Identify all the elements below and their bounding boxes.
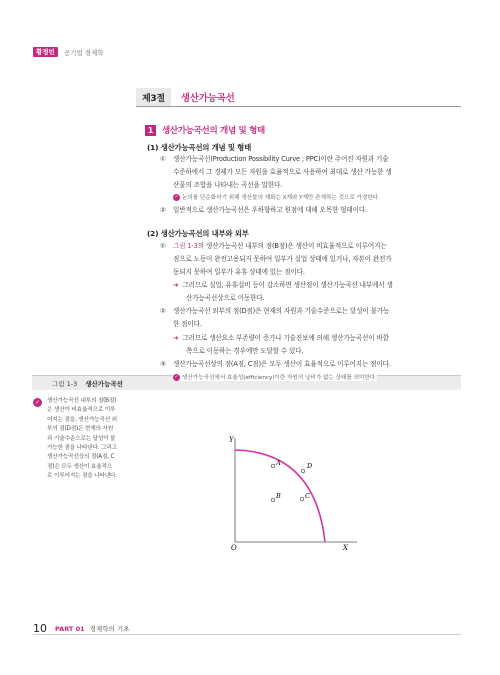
note-text: 생산가능곡선에서 효율성(efficiency)이란 자원의 낭비가 없는 상태를 의미한다. (182, 375, 377, 381)
subheading-1: (1) 생산가능곡선의 개념 및 형태 (147, 143, 252, 152)
caption-line: 부의 점(D점)은 현재의 자원 (47, 426, 113, 433)
text-line: 산가능곡선상으로 이동한다. (186, 294, 265, 302)
sub2-item2 (160, 305, 462, 331)
text-line: 쪽으로 이동하는 경우에만 도달할 수 있다. (186, 347, 304, 355)
page-number: 10 (33, 622, 47, 635)
caption-line: 생산가능곡선상의 점(A점, C (47, 454, 115, 461)
note-2 (173, 373, 377, 381)
note-icon: ✓ (174, 374, 179, 380)
figure-label: 그림 1-3 (52, 380, 78, 388)
heading-number: 1 (145, 125, 156, 136)
caption-line: 로 이루어지는 점을 나타낸다. (47, 473, 117, 480)
arrow-icon: ➜ (173, 281, 179, 289)
heading-text: 생산가능곡선의 개념 및 형태 (162, 126, 265, 136)
caption-line: 어지는 점을, 생산가능곡선 외 (47, 416, 117, 423)
point-c-marker (300, 497, 304, 501)
sub2-item1 (160, 240, 462, 279)
note-icon: ✓ (174, 194, 179, 200)
arrow-icon: ➜ (173, 334, 179, 342)
item-marker: ① (160, 155, 166, 163)
ppc-diagram (215, 430, 365, 555)
item-marker: ① (160, 242, 166, 250)
item-marker: ② (160, 206, 166, 214)
caption-bullet-icon: ✓ (34, 399, 41, 406)
part-title: 경제학의 기초 (89, 625, 130, 633)
text-line: 생산가능곡선 외부의 점(D점)은 현재의 자원과 기술수준으로는 달성이 불가능 (173, 307, 390, 315)
part-label: PART 01 (55, 624, 85, 633)
text-line: 산물의 조합을 나타내는 곡선을 말한다. (173, 181, 283, 189)
point-a-marker (271, 464, 275, 468)
section-divider (136, 106, 461, 107)
section-label: 제3절 (136, 88, 171, 107)
note-text: 논의를 단순화하기 위해 생산물의 재화는 X재와 Y재만 존재하는 것으로 가정한다. (182, 195, 380, 201)
point-a-label: A (276, 459, 281, 467)
page-footer (33, 622, 129, 635)
point-c-label: C (305, 492, 310, 500)
text-line: 동되지 못하여 일부가 유휴 상태에 있는 점이다. (173, 268, 305, 276)
note-1 (173, 193, 380, 201)
book-title: 공기업 경제학 (63, 48, 104, 57)
arrow-point-1 (173, 279, 463, 305)
sub2-item3 (160, 358, 462, 371)
section-title: 생산가능곡선 (180, 93, 235, 104)
figure-reference-link[interactable]: 그림 1-3 (173, 242, 198, 250)
text-line: 생산가능곡선상의 점(A점, C점)은 모두 생산이 효율적으로 이루어지는 점이다. (173, 360, 391, 368)
item-marker: ③ (160, 360, 166, 368)
text-line: 점으로 노동이 완전고용되지 못하여 일부가 실업 상태에 있거나, 자본이 완전가 (173, 255, 392, 263)
text-line: 일반적으로 생산가능곡선은 우하향하고 원점에 대해 오목한 형태이다. (173, 206, 367, 214)
item-marker: ② (160, 307, 166, 315)
caption-line: 과 기술수준으로는 달성이 불 (47, 435, 116, 442)
point-b-marker (271, 498, 275, 502)
text-line: 의 생산가능곡선 내부의 점(B점)은 생산이 비효율적으로 이루어지는 (197, 242, 387, 250)
point-d-label: D (307, 462, 313, 470)
text-line: 수준하에서 그 경제가 모든 자원을 효율적으로 사용하여 최대로 생산 가능한 생 (173, 168, 392, 176)
sub1-item1 (160, 153, 460, 192)
text-line: 그러므로 생산요소 부존량이 증가나 기술진보에 의해 생산가능곡선이 바깥 (182, 334, 389, 342)
text-line: 그러므로 실업, 유휴설비 등이 감소하면 생산점이 생산가능곡선 내부에서 생 (182, 281, 393, 289)
text-line: 한 점이다. (173, 320, 202, 328)
running-header (33, 47, 104, 57)
x-axis-label: X (343, 544, 348, 552)
arrow-point-2 (173, 332, 463, 358)
sub1-item2 (160, 204, 460, 217)
caption-line: 점)은 모두 생산이 효율적으 (47, 463, 113, 470)
subheading-2: (2) 생산가능곡선의 내부와 외부 (147, 229, 249, 238)
point-b-label: B (276, 492, 281, 500)
y-axis-label: Y (229, 436, 234, 444)
author-badge: 황정빈 (33, 47, 58, 57)
caption-line: 생산가능곡선 내부의 점(B점) (47, 398, 117, 404)
heading-1 (145, 124, 265, 136)
section-heading (136, 89, 235, 105)
figure-caption (47, 397, 145, 482)
caption-line: 은 생산이 비효율적으로 이루 (47, 407, 116, 414)
origin-label: O (231, 544, 237, 552)
caption-line: 가능한 점을 나타낸다. 그리고 (47, 445, 117, 452)
point-d-marker (301, 469, 305, 473)
figure-title: 생산가능곡선 (85, 380, 123, 388)
text-line: 생산가능곡선(Production Possibility Curve ; PPC)이란 주어진 자원과 기술 (173, 155, 389, 163)
